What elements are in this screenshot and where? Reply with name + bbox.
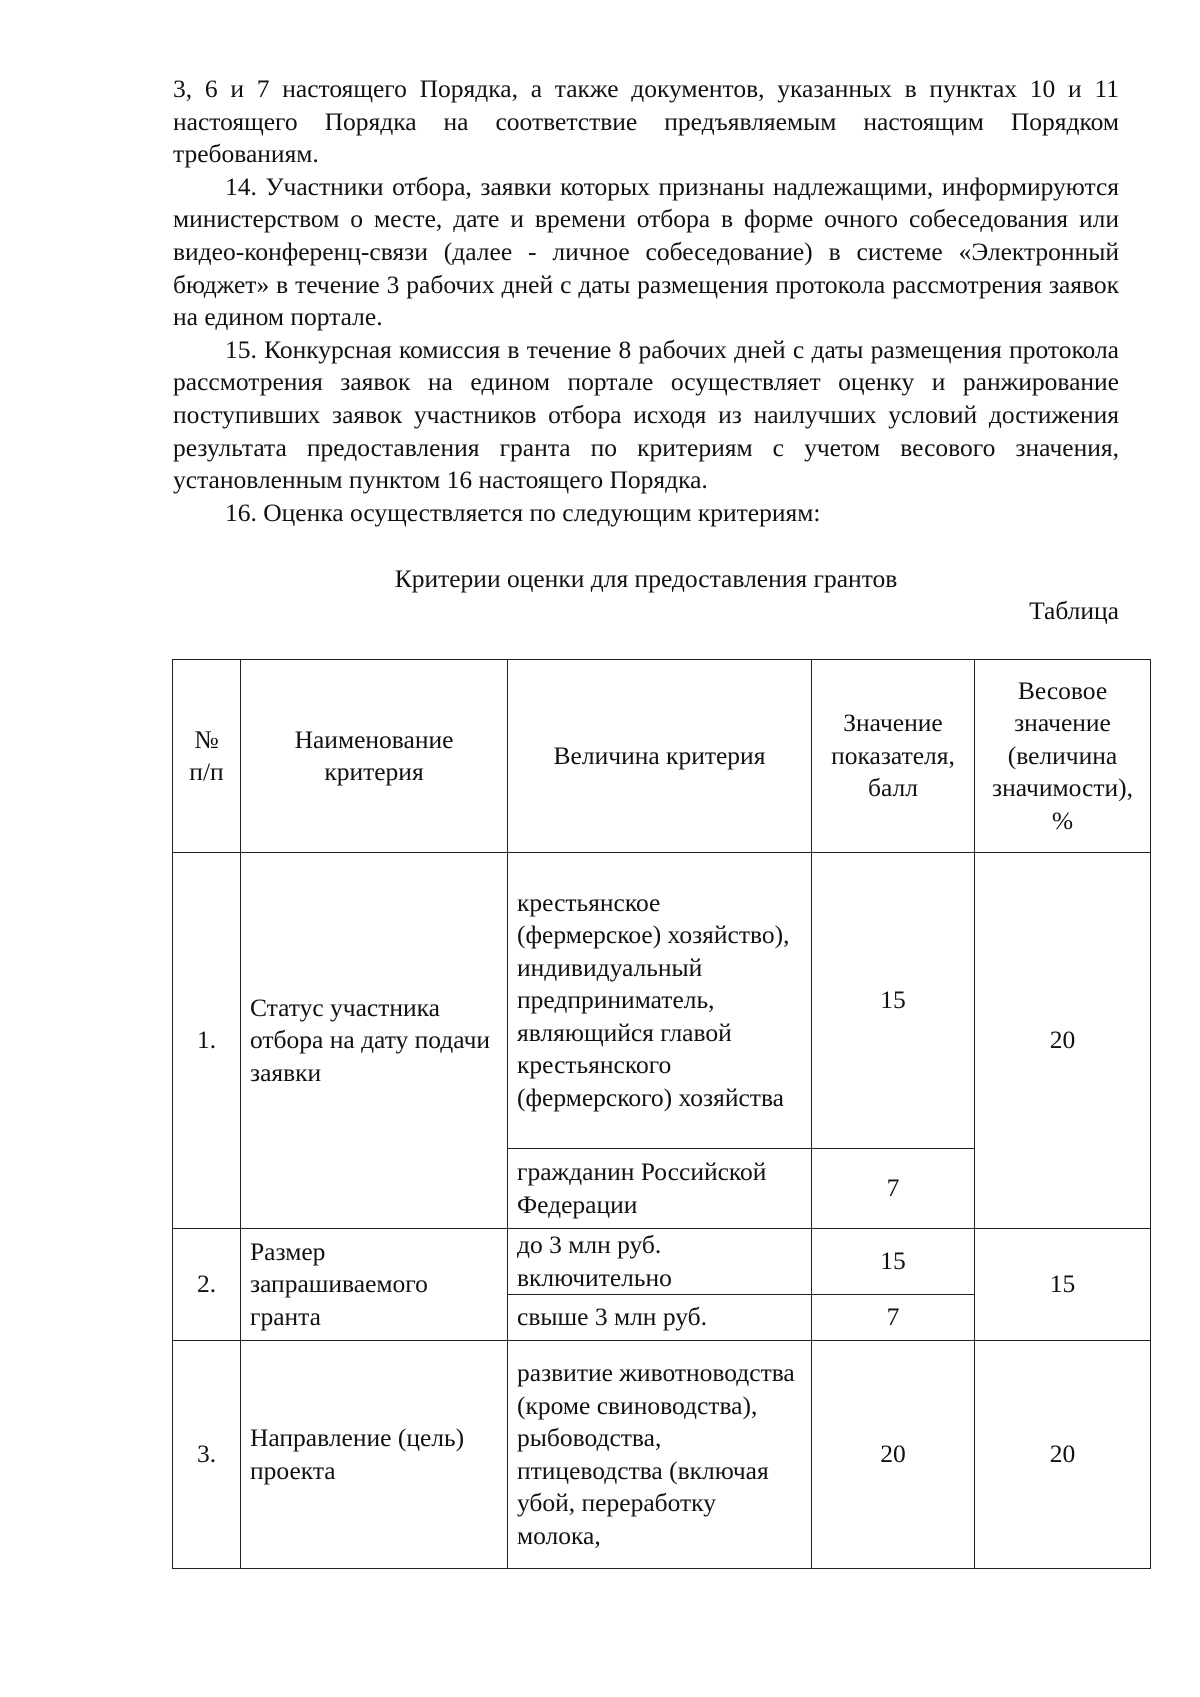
paragraph-16: 16. Оценка осуществляется по следующим критериям: <box>225 497 821 527</box>
row-2-num: 2. <box>173 1229 241 1341</box>
paragraph-15: 15. Конкурсная комиссия в течение 8 рабочих дней с даты размещения протокола рассмотрения заявок на едином портале осуществляет оценку и ранжирование поступивших заявок участников отбора исходя из наилучших условий достижения результата предоставления гранта по критериям с учетом весового значения, установленным пунктом 16 настоящего Порядка. <box>173 334 1119 495</box>
header-points: Значение показателя, балл <box>812 660 975 853</box>
row-2-option-2-size: свыше 3 млн руб. <box>508 1295 812 1341</box>
row-2-weight: 15 <box>975 1229 1151 1341</box>
header-size: Величина критерия <box>508 660 812 853</box>
row-1-name: Статус участника отбора на дату подачи заявки <box>241 853 508 1229</box>
row-1-option-2-size: гражданин Российской Федерации <box>508 1149 812 1229</box>
row-2-name: Размер запрашиваемого гранта <box>241 1229 508 1341</box>
row-3-weight: 20 <box>975 1341 1151 1569</box>
table-row <box>173 853 1151 1149</box>
header-num: № п/п <box>173 660 241 853</box>
row-1-weight: 20 <box>975 853 1151 1229</box>
table-row <box>173 1229 1151 1295</box>
row-1-option-2-points: 7 <box>812 1149 975 1229</box>
row-3-num: 3. <box>173 1341 241 1569</box>
paragraph-14: 14. Участники отбора, заявки которых признаны надлежащими, информируются министерством о месте, дате и времени отбора в форме очного собеседования или видео-конференц-связи (далее - личное собеседование) в системе «Электронный бюджет» в течение 3 рабочих дней с даты размещения протокола рассмотрения заявок на едином портале. <box>173 171 1119 332</box>
row-3-option-1-size: развитие животноводства (кроме свиноводства), рыбоводства, птицеводства (включая убой, переработку молока, <box>508 1341 812 1569</box>
row-2-option-1-points: 15 <box>812 1229 975 1295</box>
criteria-table <box>172 659 1151 1569</box>
row-3-option-1-points: 20 <box>812 1341 975 1569</box>
header-weight: Весовое значение (величина значимости), % <box>975 660 1151 853</box>
row-3-name: Направление (цель) проекта <box>241 1341 508 1569</box>
row-1-option-1-size: крестьянское (фермерское) хозяйство), индивидуальный предприниматель, являющийся главой крестьянского (фермерского) хозяйства <box>508 853 812 1149</box>
table-label: Таблица <box>1029 596 1119 625</box>
header-name: Наименование критерия <box>241 660 508 853</box>
table-title: Критерии оценки для предоставления грантов <box>394 564 898 593</box>
table-row <box>173 1341 1151 1569</box>
row-1-option-1-points: 15 <box>812 853 975 1149</box>
row-2-option-1-size: до 3 млн руб. включительно <box>508 1229 812 1295</box>
row-2-option-2-points: 7 <box>812 1295 975 1341</box>
row-1-num: 1. <box>173 853 241 1229</box>
paragraph-continuation: 3, 6 и 7 настоящего Порядка, а также документов, указанных в пунктах 10 и 11 настоящего Порядка на соответствие предъявляемым настоящим Порядком требованиям. <box>173 74 1119 169</box>
body-text <box>173 73 1119 529</box>
table-header-row <box>173 660 1151 853</box>
